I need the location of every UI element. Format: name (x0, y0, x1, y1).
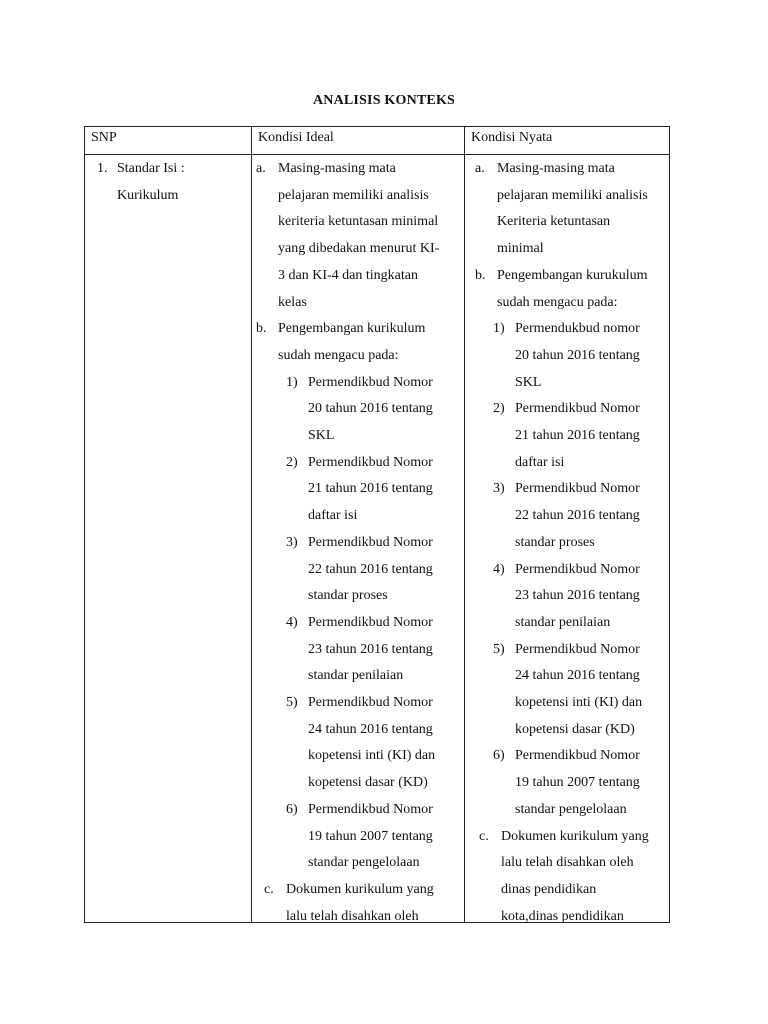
list-item-line: sudah mengacu pada: (497, 294, 618, 310)
list-item-line: Permendikbud Nomor (308, 454, 433, 470)
list-marker: 1) (286, 374, 298, 390)
list-item-line: 23 tahun 2016 tentang (515, 588, 640, 604)
list-item-line: 19 tahun 2007 tentang (308, 828, 433, 844)
cell-kondisi-nyata (465, 155, 670, 923)
table-header-row (85, 127, 670, 155)
list-item-line: Permendikbud Nomor (308, 614, 433, 630)
list-item-line: Masing-masing mata (278, 161, 396, 176)
list-item-line: Permendikbud Nomor (515, 641, 640, 657)
list-item-line: Pengembangan kurikulum (278, 321, 426, 337)
list-marker: 1) (493, 321, 505, 337)
list-item-line: 20 tahun 2016 tentang (308, 401, 433, 417)
list-item-line: standar penilaian (308, 668, 404, 684)
list-item-line: Permendikbud Nomor (515, 561, 640, 577)
list-item-line: SKL (308, 428, 335, 443)
list-item-line: 3 dan KI-4 dan tingkatan (278, 267, 418, 283)
list-item-line: kopetensi inti (KI) dan (515, 695, 643, 710)
list-marker: c. (479, 828, 489, 844)
list-item-line: Pengembangan kurukulum (497, 267, 648, 283)
list-marker: 5) (286, 695, 298, 710)
list-item-line: Dokumen kurikulum yang (501, 828, 649, 844)
header-kondisi-ideal: Kondisi Ideal (252, 127, 465, 155)
list-marker: 6) (493, 748, 505, 764)
list-marker: a. (475, 161, 485, 176)
list-item-line: 21 tahun 2016 tentang (515, 428, 640, 443)
list-item-line: 22 tahun 2016 tentang (515, 508, 640, 524)
list-item-line: 20 tahun 2016 tentang (515, 347, 640, 363)
list-item-line: kopetensi inti (KI) dan (308, 748, 436, 764)
list-item-line: standar penilaian (515, 614, 611, 630)
list-item-line: 24 tahun 2016 tentang (308, 721, 433, 737)
list-item-line: keriteria ketuntasan minimal (278, 214, 439, 230)
list-marker: 2) (286, 454, 298, 470)
list-item-line: Permendikbud Nomor (515, 401, 640, 417)
list-item-line: Dokumen kurikulum yang (286, 881, 434, 897)
list-item-line: kopetensi dasar (KD) (515, 721, 635, 737)
list-item-line: daftar isi (515, 454, 565, 470)
list-item-line: Permendukbud nomor (515, 321, 640, 337)
list-item-line: standar pengelolaan (308, 855, 420, 871)
list-marker: b. (256, 321, 267, 337)
table-row (85, 155, 670, 923)
list-item-line: 24 tahun 2016 tentang (515, 668, 640, 684)
header-snp: SNP (85, 127, 252, 155)
list-item-line: kota,dinas pendidikan (501, 908, 624, 922)
list-item-line: Permendikbud Nomor (515, 481, 640, 497)
list-item-line: 19 tahun 2007 tentang (515, 775, 640, 791)
list-item-line: sudah mengacu pada: (278, 347, 399, 363)
list-marker: 1. (97, 161, 108, 176)
list-item-line: daftar isi (308, 508, 358, 524)
list-item-line: 22 tahun 2016 tentang (308, 561, 433, 577)
list-item-line: Masing-masing mata (497, 161, 615, 176)
list-marker: a. (256, 161, 266, 176)
header-kondisi-nyata: Kondisi Nyata (465, 127, 670, 155)
list-item-line: kelas (278, 294, 307, 310)
list-item-line: lalu telah disahkan oleh (501, 855, 634, 871)
list-item-line: minimal (497, 241, 544, 257)
list-item-line: pelajaran memiliki analisis (278, 187, 429, 203)
list-marker: 2) (493, 401, 505, 417)
list-marker: 4) (493, 561, 505, 577)
list-item-line: 21 tahun 2016 tentang (308, 481, 433, 497)
list-item-line: Permendikbud Nomor (308, 801, 433, 817)
list-marker: c. (264, 881, 274, 897)
list-marker: 3) (286, 534, 298, 550)
cell-snp (85, 155, 252, 923)
list-item-line: SKL (515, 374, 542, 390)
list-item-line: standar pengelolaan (515, 801, 627, 817)
list-item-line: yang dibedakan menurut KI- (278, 241, 440, 257)
list-item-line: lalu telah disahkan oleh (286, 908, 419, 922)
cell-kondisi-ideal (252, 155, 465, 923)
list-item-line: 23 tahun 2016 tentang (308, 641, 433, 657)
list-marker: 5) (493, 641, 505, 657)
list-item-line: Permendikbud Nomor (515, 748, 640, 764)
list-item-line: standar proses (515, 534, 595, 550)
list-marker: 4) (286, 614, 298, 630)
page-title: ANALISIS KONTEKS (312, 93, 456, 108)
snp-text: Standar Isi : (117, 161, 185, 176)
list-item-line: standar proses (308, 588, 388, 604)
analysis-table (84, 126, 670, 923)
list-item-line: pelajaran memiliki analisis (497, 187, 648, 203)
list-item-line: Keriteria ketuntasan (497, 214, 611, 230)
snp-text: Kurikulum (117, 187, 179, 203)
list-item-line: Permendikbud Nomor (308, 374, 433, 390)
list-marker: b. (475, 267, 486, 283)
list-item-line: Permendikbud Nomor (308, 695, 433, 710)
list-item-line: dinas pendidikan (501, 881, 597, 897)
list-item-line: kopetensi dasar (KD) (308, 775, 428, 791)
list-marker: 6) (286, 801, 298, 817)
list-marker: 3) (493, 481, 505, 497)
list-item-line: Permendikbud Nomor (308, 534, 433, 550)
